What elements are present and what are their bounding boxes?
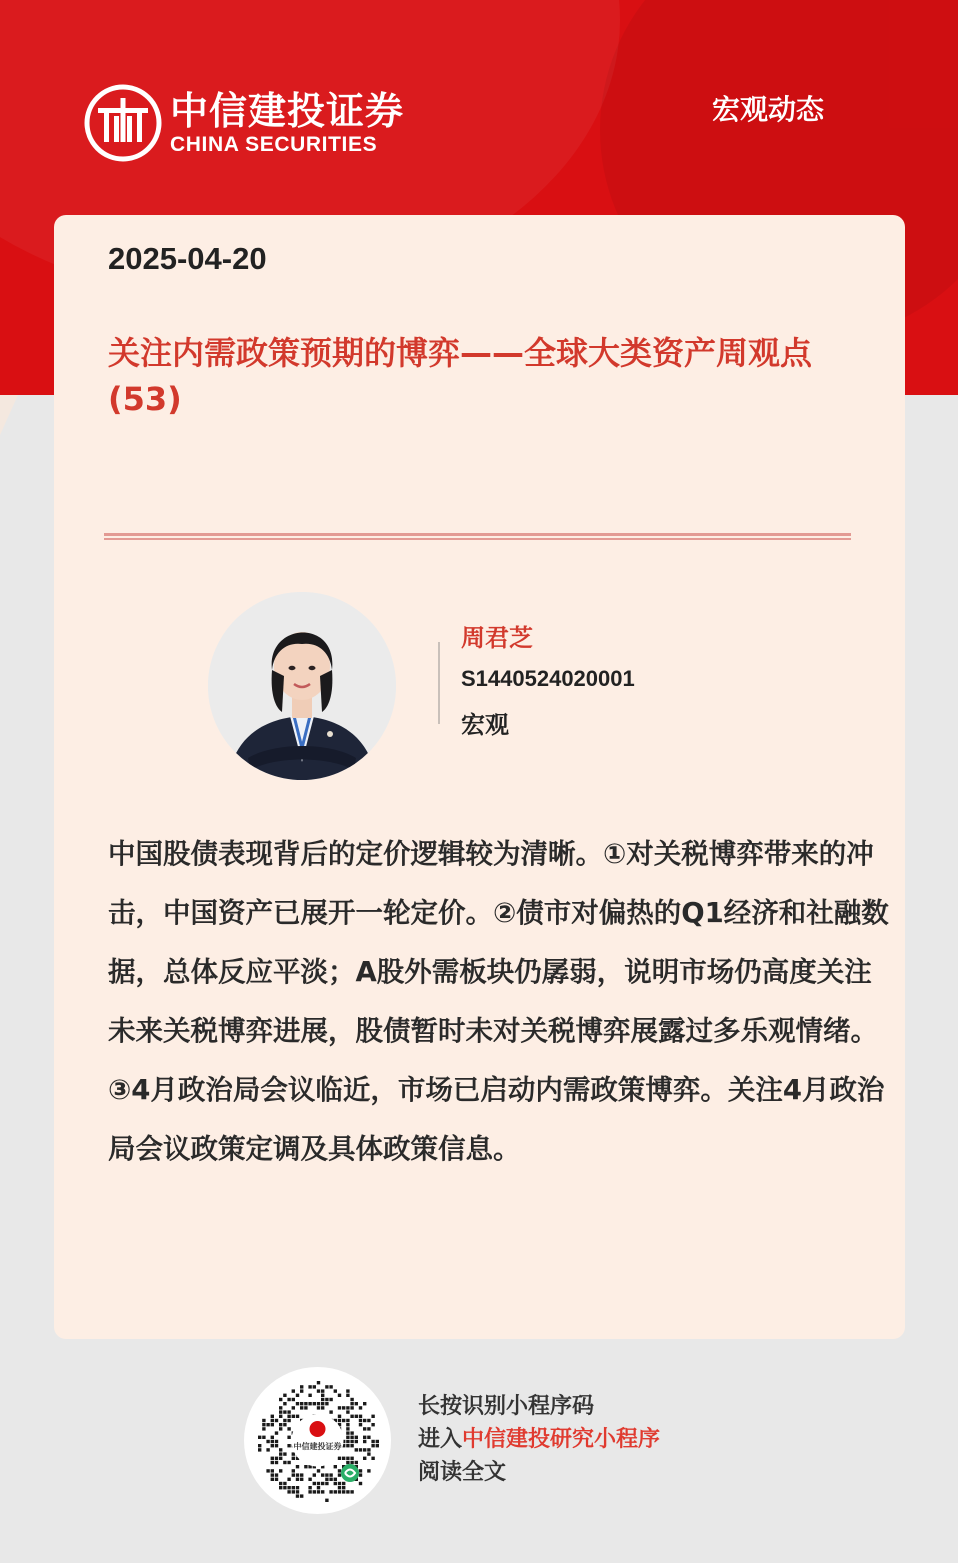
footer-call-to-action xyxy=(418,1390,660,1489)
author-department: 宏观 xyxy=(461,711,509,739)
cta-prefix: 进入 xyxy=(418,1426,463,1452)
report-card xyxy=(54,215,905,1339)
mini-program-link[interactable]: 中信建投研究小程序 xyxy=(462,1426,661,1452)
cta-line-1: 长按识别小程序码 xyxy=(418,1393,595,1419)
wechat-mini-program-icon xyxy=(341,1464,359,1482)
brand-name-en: CHINA SECURITIES xyxy=(170,133,378,156)
mini-program-qr-code[interactable] xyxy=(244,1367,391,1514)
cta-line-2[interactable] xyxy=(418,1423,660,1456)
brand-logo xyxy=(84,84,404,162)
author-separator xyxy=(438,642,440,724)
section-label: 宏观动态 xyxy=(711,93,824,126)
citic-logo-icon xyxy=(84,84,162,162)
title-divider xyxy=(104,533,851,540)
author-avatar xyxy=(208,592,396,780)
banner-decoration xyxy=(0,395,18,435)
author-name: 周君芝 xyxy=(461,624,533,652)
report-title[interactable]: 关注内需政策预期的博弈——全球大类资产周观点(53) xyxy=(108,334,813,418)
report-summary: 中国股债表现背后的定价逻辑较为清晰。①对关税博弈带来的冲击，中国资产已展开一轮定价。②债市对偏热的Q1经济和社融数据，总体反应平淡；A股外需板块仍孱弱，说明市场仍高度关注未来关税博弈进展，股债暂时未对关税博弈展露过多乐观情绪。③4月政治局会议临近，市场已启动内需政策博弈。关注4月政治局会议政策定调及具体政策信息。 xyxy=(108,838,889,1165)
author-license-id: S1440524020001 xyxy=(461,666,635,691)
qr-code-icon xyxy=(244,1367,391,1514)
report-date: 2025-04-20 xyxy=(108,241,267,276)
qr-brand-label: 中信建投证券 xyxy=(293,1441,342,1451)
cta-line-3: 阅读全文 xyxy=(418,1459,507,1485)
brand-name-cn: 中信建投证券 xyxy=(170,88,405,133)
